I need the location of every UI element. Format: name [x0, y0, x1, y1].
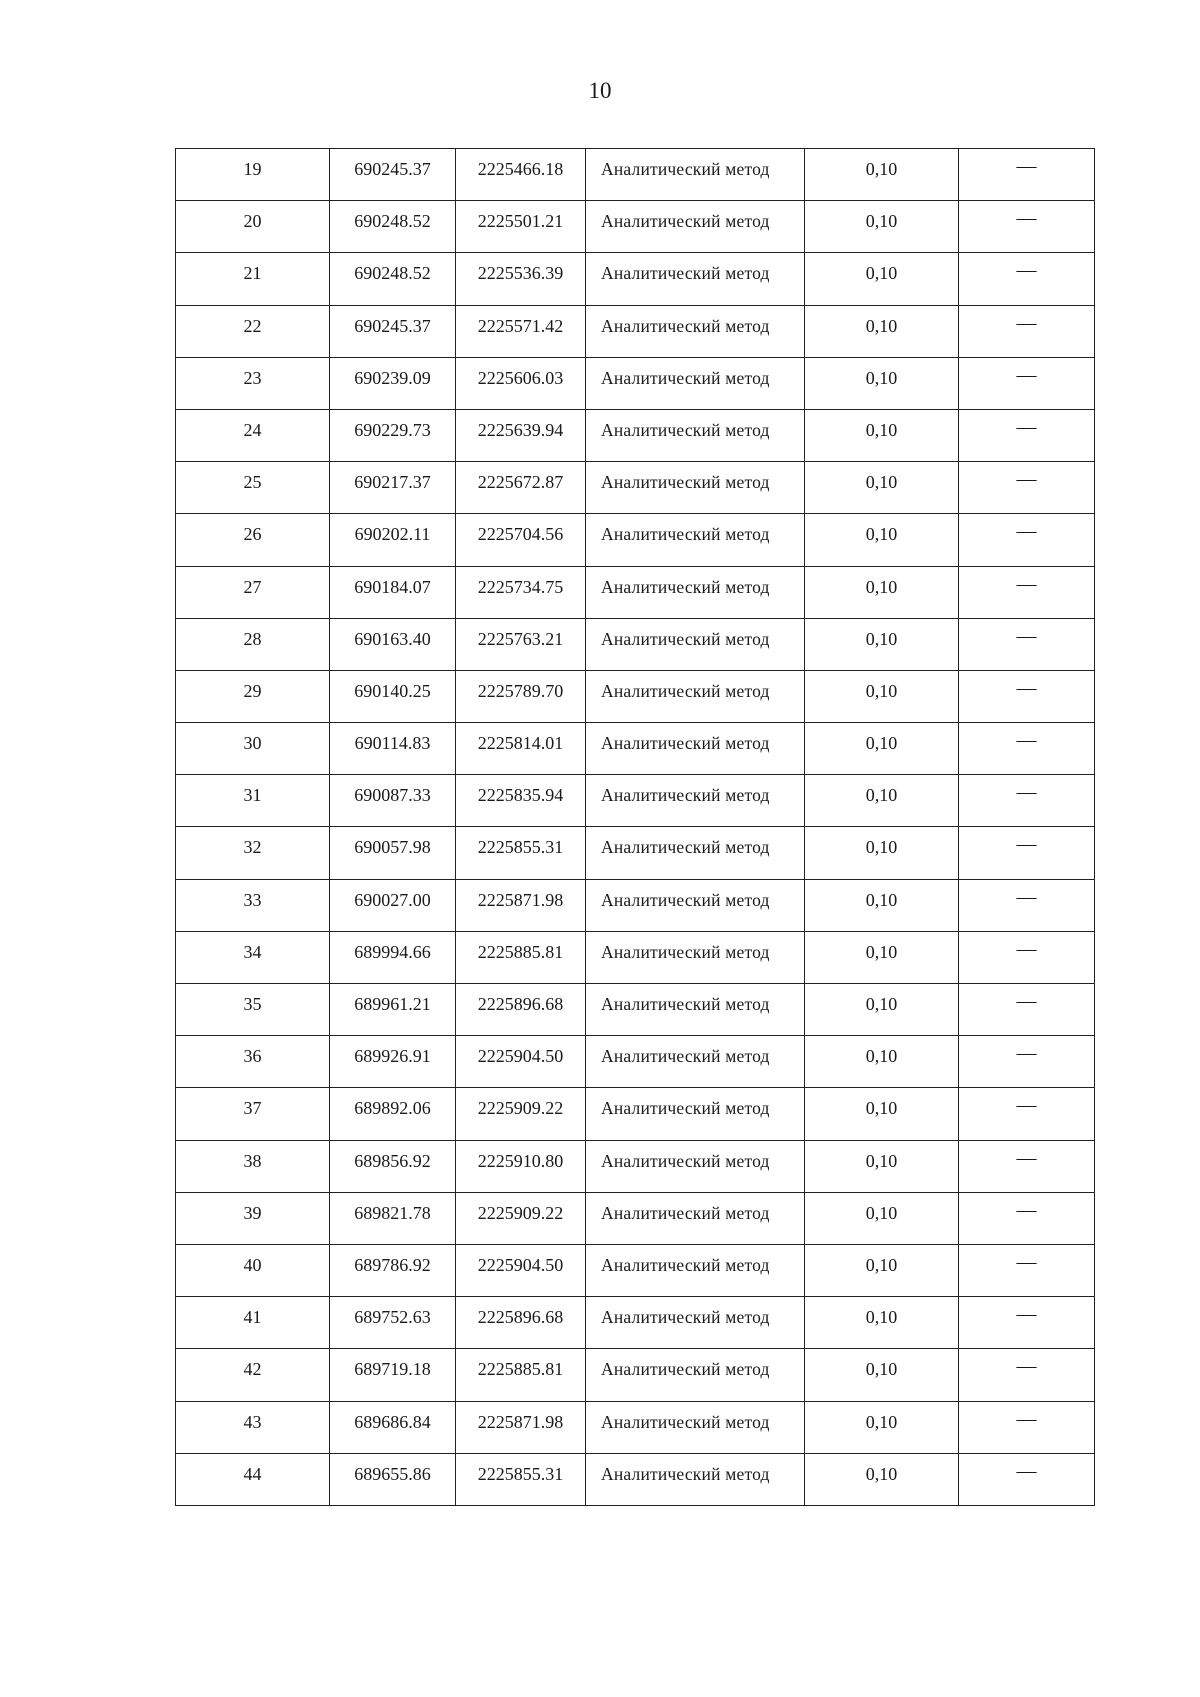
y-coordinate-cell: 2225885.81 — [456, 931, 586, 983]
x-coordinate-cell: 690245.37 — [330, 305, 456, 357]
point-number-cell: 23 — [176, 357, 330, 409]
y-coordinate-cell: 2225909.22 — [456, 1192, 586, 1244]
accuracy-cell: 0,10 — [805, 827, 959, 879]
x-coordinate-cell: 689821.78 — [330, 1192, 456, 1244]
point-number-cell: 26 — [176, 514, 330, 566]
note-cell: — — [959, 1244, 1095, 1296]
table-row — [176, 1140, 1095, 1192]
x-coordinate-cell: 689786.92 — [330, 1244, 456, 1296]
accuracy-cell: 0,10 — [805, 253, 959, 305]
method-cell: Аналитический метод — [586, 827, 805, 879]
point-number-cell: 40 — [176, 1244, 330, 1296]
y-coordinate-cell: 2225835.94 — [456, 775, 586, 827]
table-row — [176, 1297, 1095, 1349]
note-cell: — — [959, 253, 1095, 305]
method-cell: Аналитический метод — [586, 1349, 805, 1401]
accuracy-cell: 0,10 — [805, 670, 959, 722]
coordinates-table-body — [176, 149, 1095, 1506]
y-coordinate-cell: 2225501.21 — [456, 201, 586, 253]
accuracy-cell: 0,10 — [805, 201, 959, 253]
method-cell: Аналитический метод — [586, 775, 805, 827]
y-coordinate-cell: 2225639.94 — [456, 409, 586, 461]
table-row — [176, 305, 1095, 357]
method-cell: Аналитический метод — [586, 149, 805, 201]
method-cell: Аналитический метод — [586, 670, 805, 722]
note-cell: — — [959, 1453, 1095, 1505]
table-row — [176, 201, 1095, 253]
point-number-cell: 30 — [176, 723, 330, 775]
note-cell: — — [959, 305, 1095, 357]
y-coordinate-cell: 2225763.21 — [456, 618, 586, 670]
accuracy-cell: 0,10 — [805, 357, 959, 409]
method-cell: Аналитический метод — [586, 305, 805, 357]
y-coordinate-cell: 2225571.42 — [456, 305, 586, 357]
y-coordinate-cell: 2225871.98 — [456, 1401, 586, 1453]
x-coordinate-cell: 689892.06 — [330, 1088, 456, 1140]
point-number-cell: 34 — [176, 931, 330, 983]
table-row — [176, 149, 1095, 201]
accuracy-cell: 0,10 — [805, 1297, 959, 1349]
table-row — [176, 253, 1095, 305]
accuracy-cell: 0,10 — [805, 566, 959, 618]
table-row — [176, 879, 1095, 931]
x-coordinate-cell: 689686.84 — [330, 1401, 456, 1453]
table-row — [176, 1453, 1095, 1505]
point-number-cell: 31 — [176, 775, 330, 827]
y-coordinate-cell: 2225896.68 — [456, 1297, 586, 1349]
point-number-cell: 36 — [176, 1036, 330, 1088]
x-coordinate-cell: 689856.92 — [330, 1140, 456, 1192]
point-number-cell: 19 — [176, 149, 330, 201]
x-coordinate-cell: 690202.11 — [330, 514, 456, 566]
y-coordinate-cell: 2225855.31 — [456, 827, 586, 879]
x-coordinate-cell: 690248.52 — [330, 201, 456, 253]
y-coordinate-cell: 2225855.31 — [456, 1453, 586, 1505]
y-coordinate-cell: 2225536.39 — [456, 253, 586, 305]
method-cell: Аналитический метод — [586, 984, 805, 1036]
accuracy-cell: 0,10 — [805, 931, 959, 983]
point-number-cell: 29 — [176, 670, 330, 722]
note-cell: — — [959, 1401, 1095, 1453]
y-coordinate-cell: 2225904.50 — [456, 1036, 586, 1088]
note-cell: — — [959, 514, 1095, 566]
accuracy-cell: 0,10 — [805, 305, 959, 357]
y-coordinate-cell: 2225896.68 — [456, 984, 586, 1036]
table-row — [176, 1192, 1095, 1244]
note-cell: — — [959, 723, 1095, 775]
table-row — [176, 409, 1095, 461]
accuracy-cell: 0,10 — [805, 409, 959, 461]
y-coordinate-cell: 2225466.18 — [456, 149, 586, 201]
note-cell: — — [959, 462, 1095, 514]
x-coordinate-cell: 690245.37 — [330, 149, 456, 201]
point-number-cell: 25 — [176, 462, 330, 514]
point-number-cell: 28 — [176, 618, 330, 670]
accuracy-cell: 0,10 — [805, 984, 959, 1036]
method-cell: Аналитический метод — [586, 1244, 805, 1296]
method-cell: Аналитический метод — [586, 462, 805, 514]
x-coordinate-cell: 690184.07 — [330, 566, 456, 618]
table-row — [176, 618, 1095, 670]
method-cell: Аналитический метод — [586, 931, 805, 983]
accuracy-cell: 0,10 — [805, 618, 959, 670]
accuracy-cell: 0,10 — [805, 1401, 959, 1453]
note-cell: — — [959, 775, 1095, 827]
point-number-cell: 41 — [176, 1297, 330, 1349]
method-cell: Аналитический метод — [586, 1192, 805, 1244]
x-coordinate-cell: 690239.09 — [330, 357, 456, 409]
method-cell: Аналитический метод — [586, 879, 805, 931]
accuracy-cell: 0,10 — [805, 1140, 959, 1192]
accuracy-cell: 0,10 — [805, 723, 959, 775]
x-coordinate-cell: 690027.00 — [330, 879, 456, 931]
x-coordinate-cell: 689719.18 — [330, 1349, 456, 1401]
note-cell: — — [959, 931, 1095, 983]
point-number-cell: 35 — [176, 984, 330, 1036]
accuracy-cell: 0,10 — [805, 149, 959, 201]
note-cell: — — [959, 670, 1095, 722]
method-cell: Аналитический метод — [586, 514, 805, 566]
note-cell: — — [959, 566, 1095, 618]
accuracy-cell: 0,10 — [805, 879, 959, 931]
method-cell: Аналитический метод — [586, 1140, 805, 1192]
x-coordinate-cell: 690163.40 — [330, 618, 456, 670]
method-cell: Аналитический метод — [586, 618, 805, 670]
point-number-cell: 24 — [176, 409, 330, 461]
note-cell: — — [959, 1297, 1095, 1349]
table-row — [176, 670, 1095, 722]
table-row — [176, 566, 1095, 618]
y-coordinate-cell: 2225871.98 — [456, 879, 586, 931]
point-number-cell: 44 — [176, 1453, 330, 1505]
note-cell: — — [959, 1088, 1095, 1140]
method-cell: Аналитический метод — [586, 1088, 805, 1140]
accuracy-cell: 0,10 — [805, 775, 959, 827]
point-number-cell: 20 — [176, 201, 330, 253]
table-row — [176, 723, 1095, 775]
point-number-cell: 27 — [176, 566, 330, 618]
table-row — [176, 1088, 1095, 1140]
note-cell: — — [959, 1349, 1095, 1401]
table-row — [176, 931, 1095, 983]
x-coordinate-cell: 689752.63 — [330, 1297, 456, 1349]
x-coordinate-cell: 690114.83 — [330, 723, 456, 775]
method-cell: Аналитический метод — [586, 723, 805, 775]
accuracy-cell: 0,10 — [805, 1036, 959, 1088]
table-row — [176, 462, 1095, 514]
x-coordinate-cell: 689926.91 — [330, 1036, 456, 1088]
y-coordinate-cell: 2225789.70 — [456, 670, 586, 722]
method-cell: Аналитический метод — [586, 201, 805, 253]
point-number-cell: 38 — [176, 1140, 330, 1192]
x-coordinate-cell: 690229.73 — [330, 409, 456, 461]
method-cell: Аналитический метод — [586, 253, 805, 305]
accuracy-cell: 0,10 — [805, 1088, 959, 1140]
note-cell: — — [959, 201, 1095, 253]
table-row — [176, 514, 1095, 566]
x-coordinate-cell: 690087.33 — [330, 775, 456, 827]
method-cell: Аналитический метод — [586, 1297, 805, 1349]
accuracy-cell: 0,10 — [805, 462, 959, 514]
method-cell: Аналитический метод — [586, 1036, 805, 1088]
point-number-cell: 22 — [176, 305, 330, 357]
table-row — [176, 984, 1095, 1036]
note-cell: — — [959, 984, 1095, 1036]
y-coordinate-cell: 2225909.22 — [456, 1088, 586, 1140]
table-row — [176, 775, 1095, 827]
method-cell: Аналитический метод — [586, 357, 805, 409]
accuracy-cell: 0,10 — [805, 1453, 959, 1505]
accuracy-cell: 0,10 — [805, 1192, 959, 1244]
x-coordinate-cell: 689655.86 — [330, 1453, 456, 1505]
accuracy-cell: 0,10 — [805, 1244, 959, 1296]
point-number-cell: 33 — [176, 879, 330, 931]
note-cell: — — [959, 827, 1095, 879]
table-row — [176, 1244, 1095, 1296]
y-coordinate-cell: 2225704.56 — [456, 514, 586, 566]
note-cell: — — [959, 879, 1095, 931]
y-coordinate-cell: 2225885.81 — [456, 1349, 586, 1401]
y-coordinate-cell: 2225904.50 — [456, 1244, 586, 1296]
accuracy-cell: 0,10 — [805, 1349, 959, 1401]
y-coordinate-cell: 2225910.80 — [456, 1140, 586, 1192]
y-coordinate-cell: 2225734.75 — [456, 566, 586, 618]
note-cell: — — [959, 1140, 1095, 1192]
point-number-cell: 39 — [176, 1192, 330, 1244]
table-row — [176, 827, 1095, 879]
x-coordinate-cell: 690248.52 — [330, 253, 456, 305]
table-row — [176, 1349, 1095, 1401]
accuracy-cell: 0,10 — [805, 514, 959, 566]
table-row — [176, 1401, 1095, 1453]
note-cell: — — [959, 149, 1095, 201]
point-number-cell: 32 — [176, 827, 330, 879]
y-coordinate-cell: 2225606.03 — [456, 357, 586, 409]
y-coordinate-cell: 2225672.87 — [456, 462, 586, 514]
point-number-cell: 43 — [176, 1401, 330, 1453]
method-cell: Аналитический метод — [586, 1401, 805, 1453]
x-coordinate-cell: 689961.21 — [330, 984, 456, 1036]
note-cell: — — [959, 409, 1095, 461]
x-coordinate-cell: 690140.25 — [330, 670, 456, 722]
table-row — [176, 1036, 1095, 1088]
point-number-cell: 42 — [176, 1349, 330, 1401]
point-number-cell: 21 — [176, 253, 330, 305]
method-cell: Аналитический метод — [586, 566, 805, 618]
note-cell: — — [959, 618, 1095, 670]
x-coordinate-cell: 690057.98 — [330, 827, 456, 879]
x-coordinate-cell: 689994.66 — [330, 931, 456, 983]
note-cell: — — [959, 1036, 1095, 1088]
note-cell: — — [959, 1192, 1095, 1244]
x-coordinate-cell: 690217.37 — [330, 462, 456, 514]
method-cell: Аналитический метод — [586, 409, 805, 461]
table-row — [176, 357, 1095, 409]
coordinates-table — [175, 148, 1095, 1506]
method-cell: Аналитический метод — [586, 1453, 805, 1505]
note-cell: — — [959, 357, 1095, 409]
point-number-cell: 37 — [176, 1088, 330, 1140]
page-number: 10 — [588, 78, 612, 103]
y-coordinate-cell: 2225814.01 — [456, 723, 586, 775]
